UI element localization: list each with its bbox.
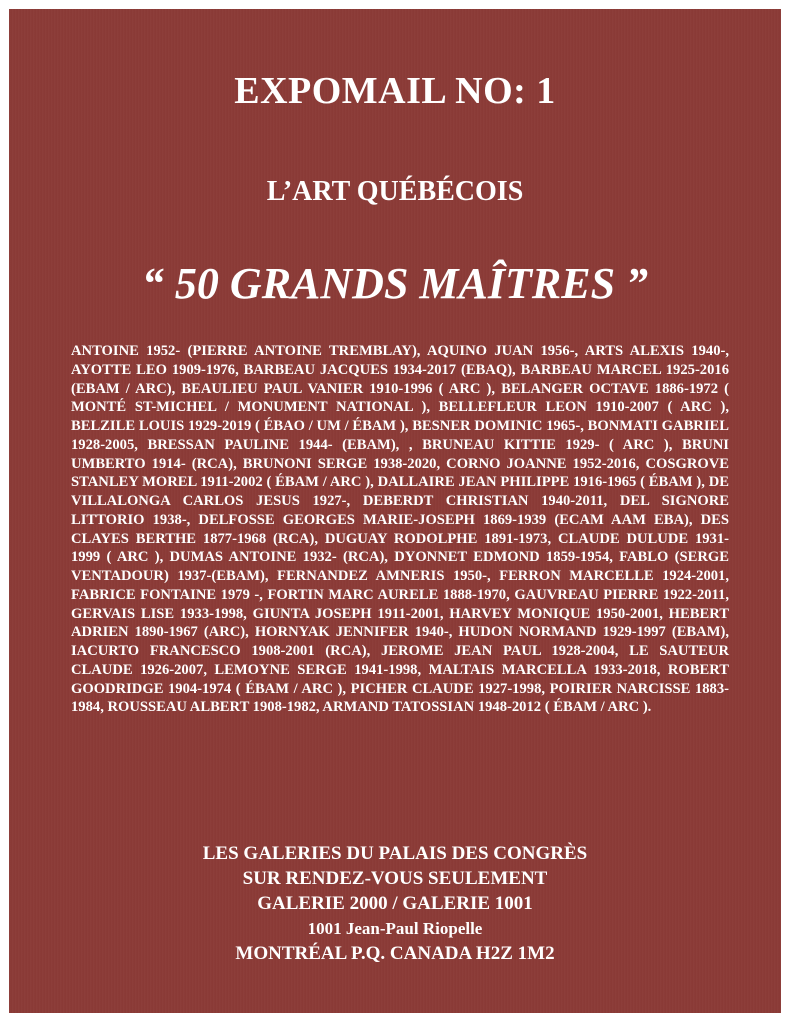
poster-subtitle: L’ART QUÉBÉCOIS (266, 176, 524, 207)
gallery-rooms: GALERIE 2000 / GALERIE 1001 (257, 893, 533, 914)
gallery-name: LES GALERIES DU PALAIS DES CONGRÈS (202, 843, 588, 864)
artist-list: ANTOINE 1952- (PIERRE ANTOINE TREMBLAY), AQUINO JUAN 1956-, ARTS ALEXIS 1940-, AYOTTE LEO 1909-1976, BARBEAU JACQUES 1934-2017 (EBAQ), BARBEAU MARCEL 1925-2016 (EBAM / ARC), BEAULIEU PAUL VANIER 1910-1996 ( ARC ), BELANGER OCTAVE 1886-1972 ( MONTÉ ST-MICHEL / MONUMENT NATIONAL ), BELLEFLEUR LEON 1910-2007 ( ARC ), BELZILE LOUIS 1929-2019 ( ÉBAO / UM / ÉBAM ), BESNER DOMINIC 1965-, BONMATI GABRIEL 1928-2005, BRESSAN PAULINE 1944- (EBAM), , BRUNEAU KITTIE 1929- ( ARC ), BRUNI UMBERTO 1914- (RCA), BRUNONI SERGE 1938-2020, CORNO JOANNE 1952-2016, COSGROVE STANLEY MOREL 1911-2002 ( ÉBAM / ARC ), DALLAIRE JEAN PHILIPPE 1916-1965 ( ÉBAM ), DE VILLALONGA CARLOS JESUS 1927-, DEBERDT CHRISTIAN 1940-2011, DEL SIGNORE LITTORIO 1938-, DELFOSSE GEORGES MARIE-JOSEPH 1869-1939 (ECAM AAM EBA), DES CLAYES BERTHE 1877-1968 (RCA), DUGUAY RODOLPHE 1891-1973, CLAUDE DULUDE 1931-1999 ( ARC ), DUMAS ANTOINE 1932- (RCA), DYONNET EDMOND 1859-1954, FABLO (SERGE VENTADOUR) 1937-(EBAM), FERNANDEZ AMNERIS 1950-, FERRON MARCELLE 1924-2001, FABRICE FONTAINE 1979 -, FORTIN MARC AURELE 1888-1970, GAUVREAU PIERRE 1922-2011, GERVAIS LISE 1933-1998, GIUNTA JOSEPH 1911-2001, HARVEY MONIQUE 1950-2001, HEBERT ADRIEN 1890-1967 (ARC), HORNYAK JENNIFER 1940-, HUDON NORMAND 1929-1997 (EBAM), IACURTO FRANCESCO 1908-2001 (RCA), JEROME JEAN PAUL 1928-2004, LE SAUTEUR CLAUDE 1926-2007, LEMOYNE SERGE 1941-1998, MALTAIS MARCELLA 1933-2018, ROBERT GOODRIDGE 1904-1974 ( ÉBAM / ARC ), PICHER CLAUDE 1927-1998, POIRIER NARCISSE 1883-1984, ROUSSEAU ALBERT 1908-1982, ARMAND TATOSSIAN 1948-2012 ( ÉBAM / ARC ). (71, 343, 729, 716)
street-address: 1001 Jean-Paul Riopelle (307, 919, 483, 938)
poster-panel (9, 9, 781, 1013)
city-address: MONTRÉAL P.Q. CANADA H2Z 1M2 (235, 943, 555, 964)
gallery-info (9, 841, 781, 966)
poster-title: EXPOMAIL NO: 1 (234, 70, 556, 112)
appointment-note: SUR RENDEZ-VOUS SEULEMENT (242, 868, 548, 889)
poster-headline: “ 50 GRANDS MAÎTRES ” (141, 259, 649, 308)
